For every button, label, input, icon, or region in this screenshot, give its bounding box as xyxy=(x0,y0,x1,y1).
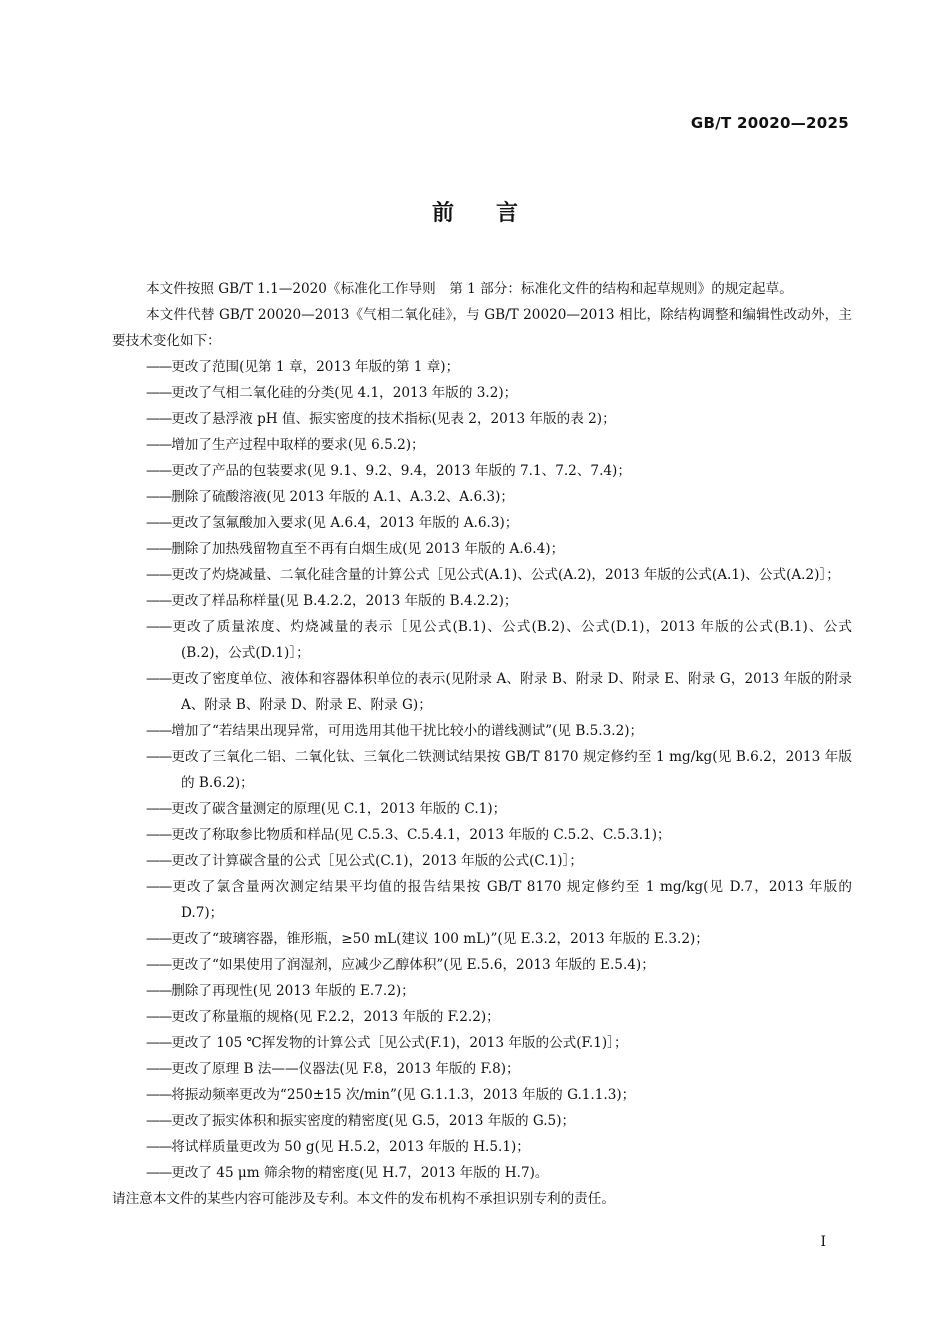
dash-marker: —— xyxy=(146,1061,172,1077)
change-item xyxy=(112,380,852,406)
change-item xyxy=(112,978,852,1004)
change-item-text: 更改了“玻璃容器，锥形瓶，≥50 mL(建议 100 mL)”(见 E.3.2，2013 年版的 E.3.2)； xyxy=(171,931,709,947)
dash-marker: —— xyxy=(146,827,172,843)
changes-list xyxy=(112,354,852,1186)
dash-marker: —— xyxy=(146,671,172,687)
change-item xyxy=(112,718,852,744)
change-item xyxy=(112,926,852,952)
change-item-text: 更改了气相二氧化硅的分类(见 4.1，2013 年版的 3.2)； xyxy=(171,385,518,401)
change-item xyxy=(112,666,852,718)
change-item-text: 更改了悬浮液 pH 值、振实密度的技术指标(见表 2，2013 年版的表 2)； xyxy=(171,411,616,427)
dash-marker: —— xyxy=(146,983,172,999)
change-item xyxy=(112,1004,852,1030)
dash-marker: —— xyxy=(146,541,172,557)
dash-marker: —— xyxy=(146,385,172,401)
dash-marker: —— xyxy=(146,619,172,635)
dash-marker: —— xyxy=(146,1035,172,1051)
dash-marker: —— xyxy=(146,411,172,427)
change-item-text: 更改了密度单位、液体和容器体积单位的表示(见附录 A、附录 B、附录 D、附录 E、附录 G，2013 年版的附录 A、附录 B、附录 D、附录 E、附录 G)； xyxy=(171,671,852,713)
change-item xyxy=(112,848,852,874)
dash-marker: —— xyxy=(146,437,172,453)
dash-marker: —— xyxy=(146,957,172,973)
change-item xyxy=(112,952,852,978)
dash-marker: —— xyxy=(146,1139,172,1155)
change-item xyxy=(112,1160,852,1186)
change-item-text: 更改了灼烧减量、二氧化硅含量的计算公式［见公式(A.1)、公式(A.2)，2013 年版的公式(A.1)、公式(A.2)］； xyxy=(171,567,840,583)
change-item xyxy=(112,484,852,510)
change-item xyxy=(112,406,852,432)
document-body xyxy=(112,276,852,1212)
change-item xyxy=(112,432,852,458)
change-item xyxy=(112,536,852,562)
change-item xyxy=(112,744,852,796)
change-item xyxy=(112,510,852,536)
dash-marker: —— xyxy=(146,801,172,817)
change-item xyxy=(112,822,852,848)
dash-marker: —— xyxy=(146,593,172,609)
change-item xyxy=(112,1030,852,1056)
change-item-text: 更改了氢氟酸加入要求(见 A.6.4，2013 年版的 A.6.3)； xyxy=(171,515,519,531)
change-item xyxy=(112,614,852,666)
dash-marker: —— xyxy=(146,1165,172,1181)
change-item-text: 删除了再现性(见 2013 年版的 E.7.2)； xyxy=(171,983,415,999)
change-item-text: 更改了原理 B 法——仪器法(见 F.8，2013 年版的 F.8)； xyxy=(171,1061,520,1077)
change-item xyxy=(112,796,852,822)
change-item-text: 更改了 45 μm 筛余物的精密度(见 H.7，2013 年版的 H.7)。 xyxy=(171,1165,549,1181)
dash-marker: —— xyxy=(146,1113,172,1129)
change-item xyxy=(112,1056,852,1082)
dash-marker: —— xyxy=(146,879,172,895)
change-item xyxy=(112,458,852,484)
change-item-text: 将试样质量更改为 50 g(见 H.5.2，2013 年版的 H.5.1)； xyxy=(171,1139,530,1155)
dash-marker: —— xyxy=(146,1009,172,1025)
change-item xyxy=(112,1108,852,1134)
dash-marker: —— xyxy=(146,931,172,947)
change-item-text: 删除了硫酸溶液(见 2013 年版的 A.1、A.3.2、A.6.3)； xyxy=(171,489,514,505)
change-item-text: 更改了样品称样量(见 B.4.2.2，2013 年版的 B.4.2.2)； xyxy=(171,593,518,609)
change-item-text: 更改了“如果使用了润湿剂，应减少乙醇体积”(见 E.5.6，2013 年版的 E.5.4)； xyxy=(171,957,655,973)
change-item-text: 更改了质量浓度、灼烧减量的表示［见公式(B.1)、公式(B.2)、公式(D.1)，2013 年版的公式(B.1)、公式(B.2)，公式(D.1)］； xyxy=(171,619,852,661)
change-item xyxy=(112,874,852,926)
dash-marker: —— xyxy=(146,853,172,869)
change-item-text: 更改了 105 ℃挥发物的计算公式［见公式(F.1)，2013 年版的公式(F.1)］； xyxy=(171,1035,628,1051)
dash-marker: —— xyxy=(146,567,172,583)
page-number: I xyxy=(820,1234,826,1250)
change-item-text: 更改了碳含量测定的原理(见 C.1，2013 年版的 C.1)； xyxy=(171,801,507,817)
dash-marker: —— xyxy=(146,1087,172,1103)
intro-paragraph: 本文件按照 GB/T 1.1—2020《标准化工作导则 第 1 部分：标准化文件的结构和起草规则》的规定起草。 xyxy=(146,281,793,297)
dash-marker: —— xyxy=(146,749,172,765)
change-item-text: 更改了称量瓶的规格(见 F.2.2，2013 年版的 F.2.2)； xyxy=(171,1009,500,1025)
dash-marker: —— xyxy=(146,723,172,739)
change-item-text: 更改了三氧化二铝、二氧化钛、三氧化二铁测试结果按 GB/T 8170 规定修约至 1 mg/kg(见 B.6.2，2013 年版的 B.6.2)； xyxy=(171,749,852,791)
change-item xyxy=(112,354,852,380)
change-item-text: 更改了氯含量两次测定结果平均值的报告结果按 GB/T 8170 规定修约至 1 mg/kg(见 D.7，2013 年版的 D.7)； xyxy=(171,879,852,921)
intro-paragraph: 本文件代替 GB/T 20020—2013《气相二氧化硅》，与 GB/T 20020—2013 相比，除结构调整和编辑性改动外，主要技术变化如下： xyxy=(112,307,852,349)
change-item-text: 增加了生产过程中取样的要求(见 6.5.2)； xyxy=(171,437,425,453)
change-item-text: 更改了称取参比物质和样品(见 C.5.3、C.5.4.1，2013 年版的 C.5.2、C.5.3.1)； xyxy=(171,827,671,843)
change-item-text: 更改了计算碳含量的公式［见公式(C.1)，2013 年版的公式(C.1)］； xyxy=(171,853,583,869)
document-code: GB/T 20020—2025 xyxy=(690,114,849,132)
change-item xyxy=(112,1134,852,1160)
change-item-text: 更改了产品的包装要求(见 9.1、9.2、9.4，2013 年版的 7.1、7.2、7.4)； xyxy=(171,463,631,479)
dash-marker: —— xyxy=(146,463,172,479)
change-item-text: 增加了“若结果出现异常，可用选用其他干扰比较小的谱线测试”(见 B.5.3.2)； xyxy=(171,723,644,739)
patent-note: 请注意本文件的某些内容可能涉及专利。本文件的发布机构不承担识别专利的责任。 xyxy=(112,1191,615,1207)
dash-marker: —— xyxy=(146,489,172,505)
change-item-text: 删除了加热残留物直至不再有白烟生成(见 2013 年版的 A.6.4)； xyxy=(171,541,565,557)
change-item xyxy=(112,588,852,614)
change-item-text: 将振动频率更改为“250±15 次/min”(见 G.1.1.3，2013 年版的 G.1.1.3)； xyxy=(171,1087,636,1103)
change-item-text: 更改了范围(见第 1 章，2013 年版的第 1 章)； xyxy=(171,359,460,375)
dash-marker: —— xyxy=(146,359,172,375)
page-title: 前言 xyxy=(431,200,560,226)
dash-marker: —— xyxy=(146,515,172,531)
change-item-text: 更改了振实体积和振实密度的精密度(见 G.5，2013 年版的 G.5)； xyxy=(171,1113,576,1129)
change-item xyxy=(112,562,852,588)
change-item xyxy=(112,1082,852,1108)
